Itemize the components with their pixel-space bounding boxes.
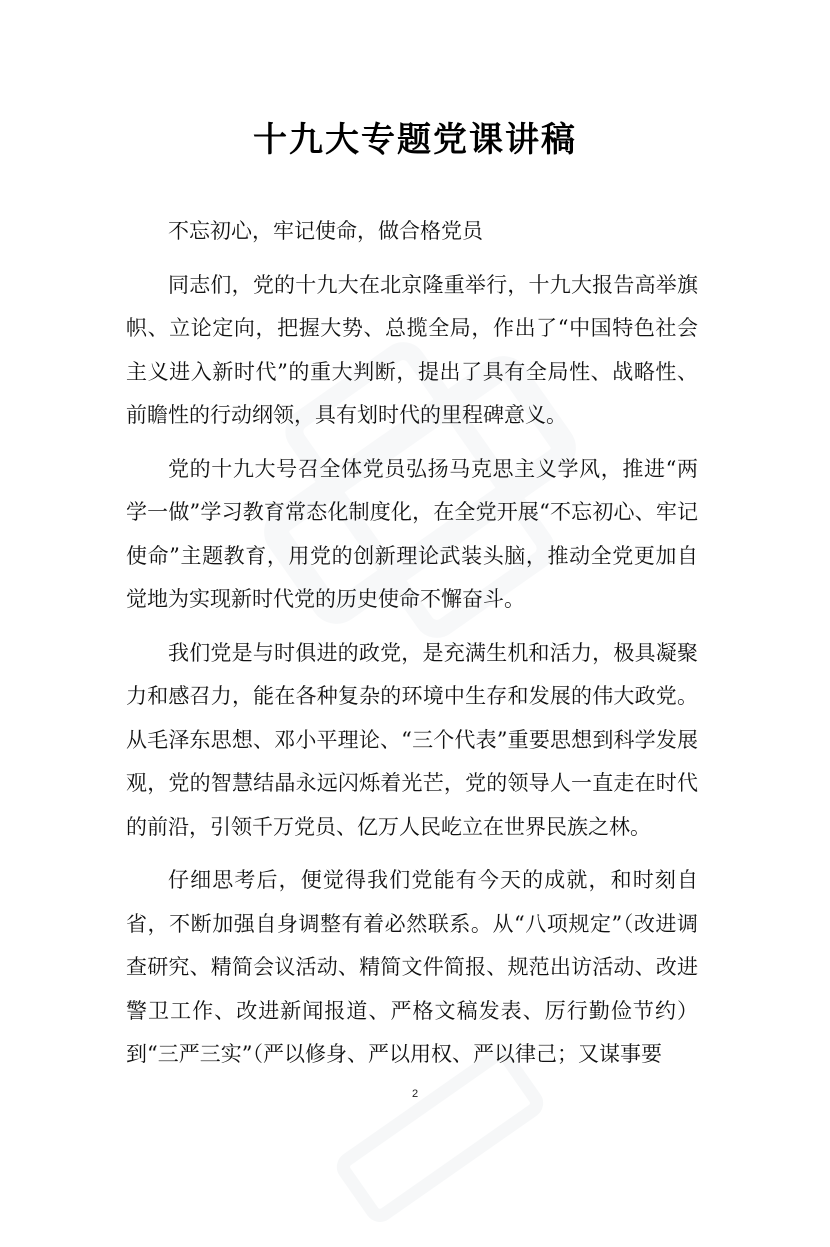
- document-title: 十九大专题党课讲稿: [253, 120, 577, 160]
- page-number: 2: [411, 1088, 419, 1100]
- paragraph: 党的十九大号召全体党员弘扬马克思主义学风，推进“两学一做”学习教育常态化制度化，在全党开展“不忘初心、牢记使命”主题教育，用党的创新理论武装头脑，推动全党更加自觉地为实现新时代党的历史使命不懈奋斗。: [126, 456, 698, 611]
- paragraph: 我们党是与时俱进的政党，是充满生机和活力，极具凝聚力和感召力，能在各种复杂的环境中生存和发展的伟大政党。从毛泽东思想、邓小平理论、“三个代表”重要思想到科学发展观，党的智慧结晶永远闪烁着光芒，党的领导人一直走在时代的前沿，引领千万党员、亿万人民屹立在世界民族之林。: [126, 640, 698, 839]
- paragraph: 同志们，党的十九大在北京隆重举行，十九大报告高举旗帜、立论定向，把握大势、总揽全局，作出了“中国特色社会主义进入新时代”的重大判断，提出了具有全局性、战略性、前瞻性的行动纲领，具有划时代的里程碑意义。: [126, 272, 698, 427]
- document-body: [126, 210, 698, 1077]
- paragraph-subtitle: 不忘初心，牢记使命，做合格党员: [168, 219, 483, 243]
- paragraph: 仔细思考后，便觉得我们党能有今天的成就，和时刻自省，不断加强自身调整有着必然联系。从“八项规定”（改进调查研究、精简会议活动、精简文件简报、规范出访活动、改进警卫工作、改进新闻报道、严格文稿发表、厉行勤俭节约）到“三严三实”（严以修身、严以用权、严以律己；又谋事要: [126, 868, 698, 1066]
